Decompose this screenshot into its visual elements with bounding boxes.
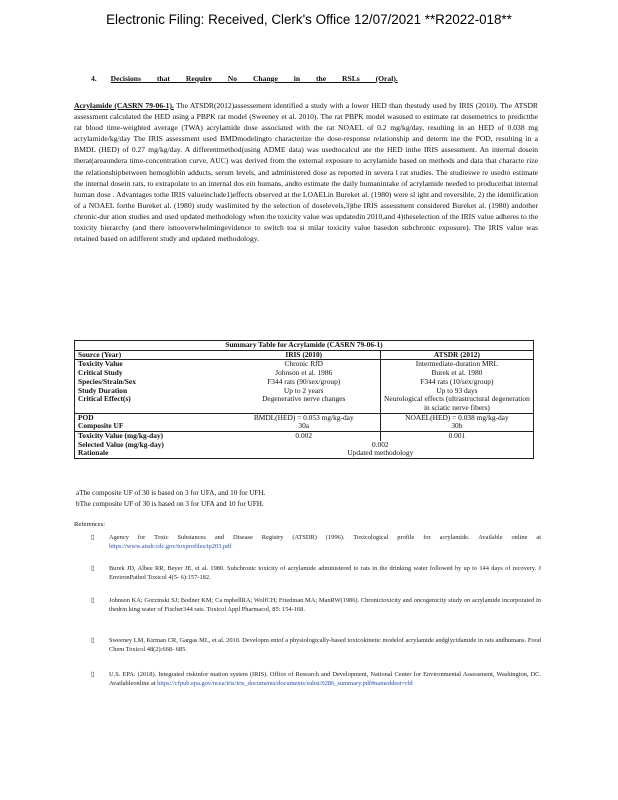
bullet-icon: ▯ [91,565,95,572]
row-label: Study Duration [78,385,128,395]
reference-link[interactable]: https://www.atsdr.cdc.gov/toxprofiles/tp203.pdf [109,543,232,551]
cell-iris: BMDL(HED) = 0.053 mg/kg-day [228,413,381,422]
row-label: Species/Strain/Sex [78,376,136,386]
cell-atsdr: Neurological effects (ultrastructural degeneration in sciatic nerve fibers) [380,395,533,413]
reference-text: Sweeney LM, Kirman CR, Gargas ML, et al. 2010. Developm entof a physiologically-based toxicokinetic modelof acrylamide andglycidamide in rats andhumans. Food Chem Toxicol 48(2):668- 685. [109,637,541,654]
reference-link[interactable]: https://cfpub.epa.gov/ncea/iris/iris_documents/documents/subst/0286_summary.pdf#nameddest=rfd [157,680,413,688]
row-label: Toxicity Value [78,359,123,369]
col-label-header: Source (Year) [75,350,228,360]
cell-atsdr: Up to 93 days [380,387,533,396]
filing-header: Electronic Filing: Received, Clerk's Office 12/07/2021 **R2022-018** [106,12,512,27]
reference-text: U.S. EPA. (2018). Integrated riskinfor mation system (IRIS). Office of Research and Development, National Center for Environmental Assessment, Washington, DC. Availableonline at [109,671,541,688]
cell-iris: Chronic RfD [284,359,323,369]
footnote-b: bThe composite UF of 30 is based on 3 for UFA and 10 for UFH. [76,500,264,508]
reference-item [91,564,541,583]
bullet-icon: ▯ [91,637,95,644]
row-label: Critical Effect(s) [78,394,131,404]
rationale-value: Updated methodology [347,448,414,458]
table-caption: Summary Table for Acrylamide (CASRN 79-06-1) [75,341,533,350]
row-label: Composite UF [78,421,124,431]
table-row-rationale [75,449,533,458]
footnote-a: aThe composite UF of 30 is based on 3 for UFA, and 10 for UFH. [76,489,266,497]
reference-item [91,533,541,552]
cell-iris: Johnson et al. 1986 [275,368,333,378]
cell-iris: 30a [298,421,310,431]
references-title: References: [74,521,106,528]
paragraph-body: The ATSDR(2012)assessement identified a study with a lower HED than thestudy used by IRIS (2010). The ATSDR assessment calculated the HED using a PBPK rat model (Sweeney et al. 2010). The rat PBPK model wasused to estimate rat dosemetrics to predictthe rat blood time-weighted average (TWA) acrylamide dose associated with the rat NOAEL of 0.2 mg/kg/day, resulting in an HED of 0.038 mg acrylamide/kg/day The IRIS assessment used BMDmodelingto characterize the dose-response relationship and determ ine the POD, resulting in a BMDL (HED) of 0.27 mg/kg/day. A differentmethod(using ADME data) was usedtocalcul ate the HED inthe IRIS assessment. An internal dosein therat(areaundera time-concentration curve, AUC) was derived from the external exposure to acrylamide based on methods and data that characte rize the relationshipbetween hemoglobin adducts, serum levels, and administered dose as reported in severa l rat studies. The studieswe re usedto estimate the internal dosein rats, to extrapolate to an internal dos ein humans, andto estimate the daily humanintake of acrylamide needed to producethat internal human dose . Advantages tothe IRIS valueinclude1)effects observed at the LOAELin Bureket al. (1980) were sl ight and reversible, 2) the identification of a NOAEL forthe Bureket al. (1980) study waslimited by the selection of doselevels,3)the IRIS assessment considered Bureket al. (1980) andother chronic-dur ation studies and used updated methodology when the toxicity value was updatedin 2010,and 4)theselection of the IRIS value adheres to the toxicity hierarchy (and there isnooverwhelmingevidence to switch toa si milar toxicity value basedon subchronic exposure). The IRIS value was retained based on adifferent study and updated methodology. [74,101,538,244]
row-label: Critical Study [78,368,123,378]
cell-atsdr: 0.001 [380,432,533,441]
bullet-icon: ▯ [91,597,95,604]
bullet-icon: ▯ [91,534,95,541]
section-heading [91,74,398,83]
reference-text: Agency for Toxic Substances and Disease Registry (ATSDR) (1996). Toxicological profile for acrylamide. Available online at [109,534,541,541]
col-atsdr-header: ATSDR (2012) [380,350,533,360]
row-label: POD [75,413,228,422]
row-label: Selected Value (mg/kg-day) [78,439,164,449]
reference-item [91,670,541,689]
table-row [75,395,533,413]
cell-atsdr: F344 rats (10/sex/group) [380,378,533,387]
cell-atsdr: 30b [380,422,533,431]
cell-iris: F344 rats (90/sex/group) [267,376,341,386]
acrylamide-paragraph [74,100,538,244]
cell-atsdr: Burek et al. 1980 [380,369,533,378]
bullet-icon: ▯ [91,671,95,678]
table-row-selected [75,441,533,450]
section-number: 4. [91,74,97,83]
paragraph-lead: Acrylamide (CASRN 79-06-1). [74,101,174,110]
row-label: Rationale [78,448,109,458]
col-iris-header: IRIS (2010) [228,350,381,360]
cell-iris: Up to 2 years [283,385,324,395]
summary-table [74,340,534,459]
cell-iris: Degenerative nerve changes [262,394,346,404]
cell-atsdr: Intermediate-duration MRL [380,360,533,369]
reference-item [91,596,541,615]
section-title: Decisions that Require No Change in the RSLs (Oral). [110,74,398,83]
reference-text: Johnson KA; Gorzinski SJ; Bodner KM; Ca mpbellRA; WolfCH; Friedman MA; ManRW(1986). Chronictoxicity and oncogenicity study on acrylamide incorporated in thedrin king water of Fischer344 rats. Toxicol Appl Pharmacol, 85: 154-168. [109,597,541,614]
reference-item [91,636,541,655]
row-label: Toxicity Value (mg/kg-day) [75,432,228,441]
cell-atsdr: NOAEL(HED) = 0.038 mg/kg-day [380,413,533,422]
selected-value: 0.002 [372,439,389,449]
reference-text: Burek JD, Albee RR, Beyer JE, et al. 1980. Subchronic toxicity of acrylamide administered to rats in the drinking water followed by up to 144 days of recovery. J EnvironPathol Toxicol 4(5- 6):157-182. [109,565,541,582]
cell-iris: 0.002 [228,432,381,441]
